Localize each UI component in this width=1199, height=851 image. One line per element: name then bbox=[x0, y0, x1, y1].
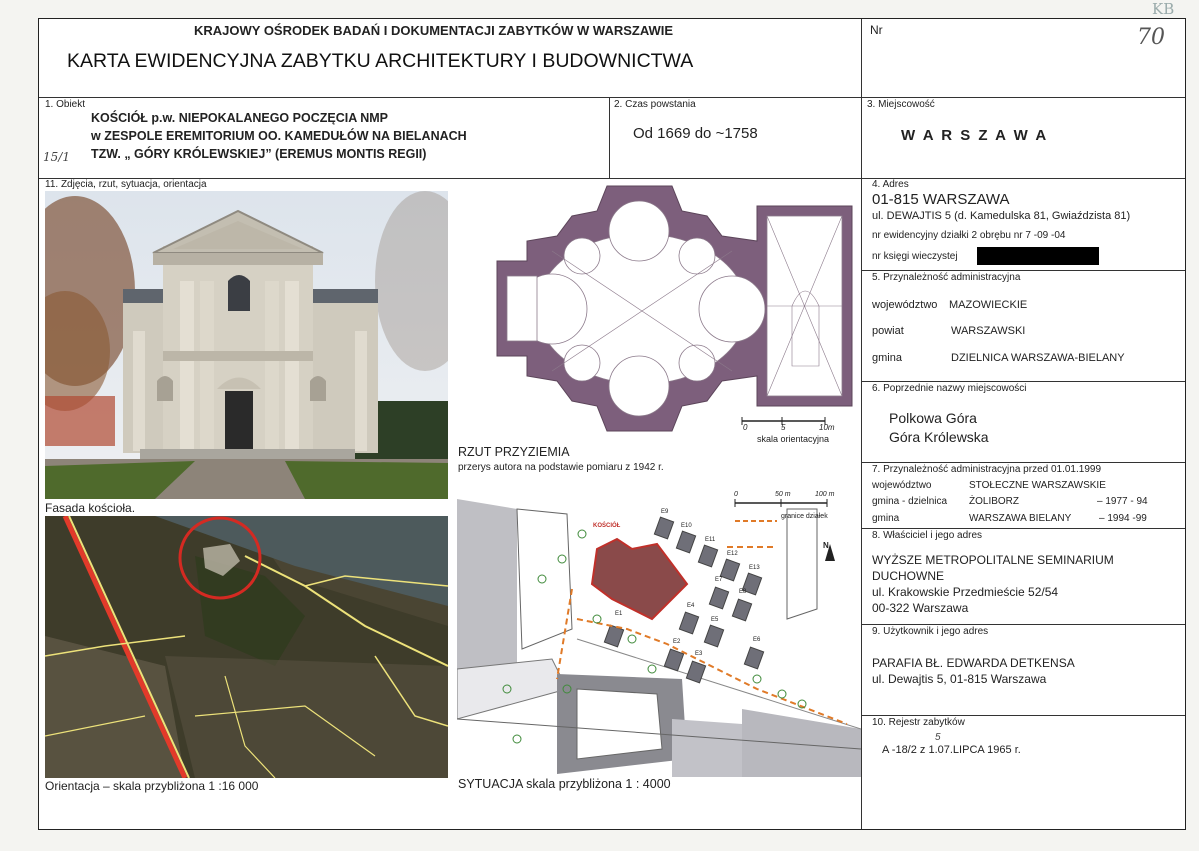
building-label: E3 bbox=[695, 651, 703, 657]
pre1999-value: ŻOLIBORZ bbox=[969, 496, 1020, 507]
map-caption: Orientacja – skala przybliżona 1 :16 000 bbox=[45, 779, 259, 793]
object-line-2: w ZESPOLE EREMITORIUM OO. KAMEDUŁÓW NA BIELANACH bbox=[91, 129, 467, 143]
owner-line: WYŻSZE METROPOLITALNE SEMINARIUM bbox=[872, 553, 1114, 567]
institution-name: KRAJOWY OŚRODEK BADAŃ I DOKUMENTACJI ZABYTKÓW W WARSZAWIE bbox=[194, 23, 674, 38]
register-correction: 5 bbox=[935, 732, 941, 743]
building-label: E2 bbox=[673, 639, 681, 645]
building-label: E12 bbox=[727, 551, 738, 557]
owner-line: DUCHOWNE bbox=[872, 569, 944, 583]
aerial-map bbox=[45, 516, 448, 778]
former-name: Góra Królewska bbox=[889, 429, 989, 445]
building-label: E11 bbox=[705, 537, 716, 543]
pre1999-key: gmina - dzielnica bbox=[872, 496, 948, 507]
plan-scale-tick: 5 bbox=[781, 423, 786, 432]
facade-photo bbox=[45, 191, 448, 499]
building-label: E5 bbox=[711, 617, 719, 623]
floor-plan bbox=[457, 181, 861, 446]
north-label: N bbox=[823, 541, 829, 550]
plan-scale-tick: 0 bbox=[743, 423, 748, 432]
pre1999-period: – 1994 -99 bbox=[1099, 513, 1147, 524]
locality-label: 3. Miejscowość bbox=[867, 99, 935, 110]
grid-line bbox=[861, 624, 1185, 625]
pre1999-period: – 1977 - 94 bbox=[1097, 496, 1148, 507]
grid-line bbox=[861, 381, 1185, 382]
situation-scale-tick: 100 m bbox=[815, 491, 835, 498]
building-label: E13 bbox=[749, 565, 760, 571]
corner-mark: KB bbox=[1152, 0, 1175, 18]
date-value: Od 1669 do ~1758 bbox=[633, 125, 758, 142]
building-label: E9 bbox=[661, 509, 669, 515]
register-value: A -18/2 z 1.07.LIPCA 1965 r. bbox=[882, 744, 1021, 756]
building-label: E1 bbox=[615, 611, 623, 617]
pre1999-value: STOŁECZNE WARSZAWSKIE bbox=[969, 480, 1106, 491]
record-card bbox=[38, 18, 1186, 830]
owner-line: 00-322 Warszawa bbox=[872, 601, 969, 615]
situation-legend: granice działek bbox=[781, 513, 828, 520]
admin-key: województwo bbox=[872, 299, 938, 311]
plan-scale-label: skala orientacyjna bbox=[757, 434, 830, 444]
object-line-3: TZW. „ GÓRY KRÓLEWSKIEJ” (EREMUS MONTIS REGII) bbox=[91, 147, 427, 161]
grid-line bbox=[39, 178, 1185, 179]
address-book: nr księgi wieczystej bbox=[872, 251, 958, 262]
church-label: KOŚCIÓŁ bbox=[593, 523, 621, 529]
owner-line: ul. Krakowskie Przedmieście 52/54 bbox=[872, 585, 1059, 599]
address-label: 4. Adres bbox=[872, 179, 909, 190]
pre1999-key: gmina bbox=[872, 513, 900, 524]
user-label: 9. Użytkownik i jego adres bbox=[872, 626, 989, 637]
grid-line bbox=[609, 97, 610, 178]
building-label: E6 bbox=[753, 637, 761, 643]
redaction-box bbox=[977, 247, 1099, 265]
building-label: E10 bbox=[681, 523, 692, 529]
grid-line bbox=[39, 97, 1185, 98]
building-label: E8 bbox=[739, 589, 747, 595]
owner-label: 8. Właściciel i jego adres bbox=[872, 530, 983, 541]
admin-key: powiat bbox=[872, 325, 904, 337]
situation-scale-tick: 50 m bbox=[775, 491, 791, 498]
handwritten-number: 70 bbox=[1137, 25, 1165, 50]
user-line: ul. Dewajtis 5, 01-815 Warszawa bbox=[872, 672, 1047, 686]
admin-value: DZIELNICA WARSZAWA-BIELANY bbox=[951, 352, 1125, 364]
pre1999-label: 7. Przynależność administracyjna przed 01.01.1999 bbox=[872, 464, 1102, 475]
object-line-1: KOŚCIÓŁ p.w. NIEPOKALANEGO POCZĘCIA NMP bbox=[91, 111, 389, 125]
plan-title: RZUT PRZYZIEMIA bbox=[458, 445, 570, 459]
date-label: 2. Czas powstania bbox=[614, 99, 696, 110]
nr-label: Nr bbox=[870, 23, 883, 37]
situation-map bbox=[457, 489, 861, 777]
admin-key: gmina bbox=[872, 352, 902, 364]
admin-label: 5. Przynależność administracyjna bbox=[872, 272, 1021, 283]
address-parcel: nr ewidencyjny działki 2 obrębu nr 7 -09 -04 bbox=[872, 230, 1066, 241]
images-label: 11. Zdjęcia, rzut, sytuacja, orientacja bbox=[45, 179, 207, 190]
former-name: Polkowa Góra bbox=[889, 410, 977, 426]
situation-scale-tick: 0 bbox=[734, 491, 738, 498]
pre1999-key: województwo bbox=[872, 480, 932, 491]
locality-value: W A R S Z A W A bbox=[901, 127, 1049, 144]
plan-scale-tick: 10m bbox=[819, 423, 835, 432]
pre1999-value: WARSZAWA BIELANY bbox=[969, 513, 1072, 524]
building-label: E7 bbox=[715, 577, 723, 583]
address-postal: 01-815 WARSZAWA bbox=[872, 191, 1010, 208]
address-street: ul. DEWAJTIS 5 (d. Kamedulska 81, Gwiaździsta 81) bbox=[872, 210, 1131, 222]
facade-caption: Fasada kościoła. bbox=[45, 501, 136, 515]
register-label: 10. Rejestr zabytków bbox=[872, 717, 965, 728]
admin-value: MAZOWIECKIE bbox=[949, 299, 1028, 311]
building-label: E4 bbox=[687, 603, 695, 609]
grid-line bbox=[861, 528, 1185, 529]
handwritten-ref: 15/1 bbox=[43, 150, 70, 164]
user-line: PARAFIA BŁ. EDWARDA DETKENSA bbox=[872, 656, 1075, 670]
grid-line bbox=[861, 462, 1185, 463]
grid-line bbox=[861, 715, 1185, 716]
grid-line bbox=[861, 270, 1185, 271]
admin-value: WARSZAWSKI bbox=[951, 325, 1026, 337]
plan-subtitle: przerys autora na podstawie pomiaru z 1942 r. bbox=[458, 462, 664, 473]
card-title: KARTA EWIDENCYJNA ZABYTKU ARCHITEKTURY I BUDOWNICTWA bbox=[67, 50, 694, 72]
situation-caption: SYTUACJA skala przybliżona 1 : 4000 bbox=[458, 777, 671, 791]
former-names-label: 6. Poprzednie nazwy miejscowości bbox=[872, 383, 1027, 394]
object-label: 1. Obiekt bbox=[45, 99, 86, 110]
grid-line bbox=[861, 19, 862, 829]
